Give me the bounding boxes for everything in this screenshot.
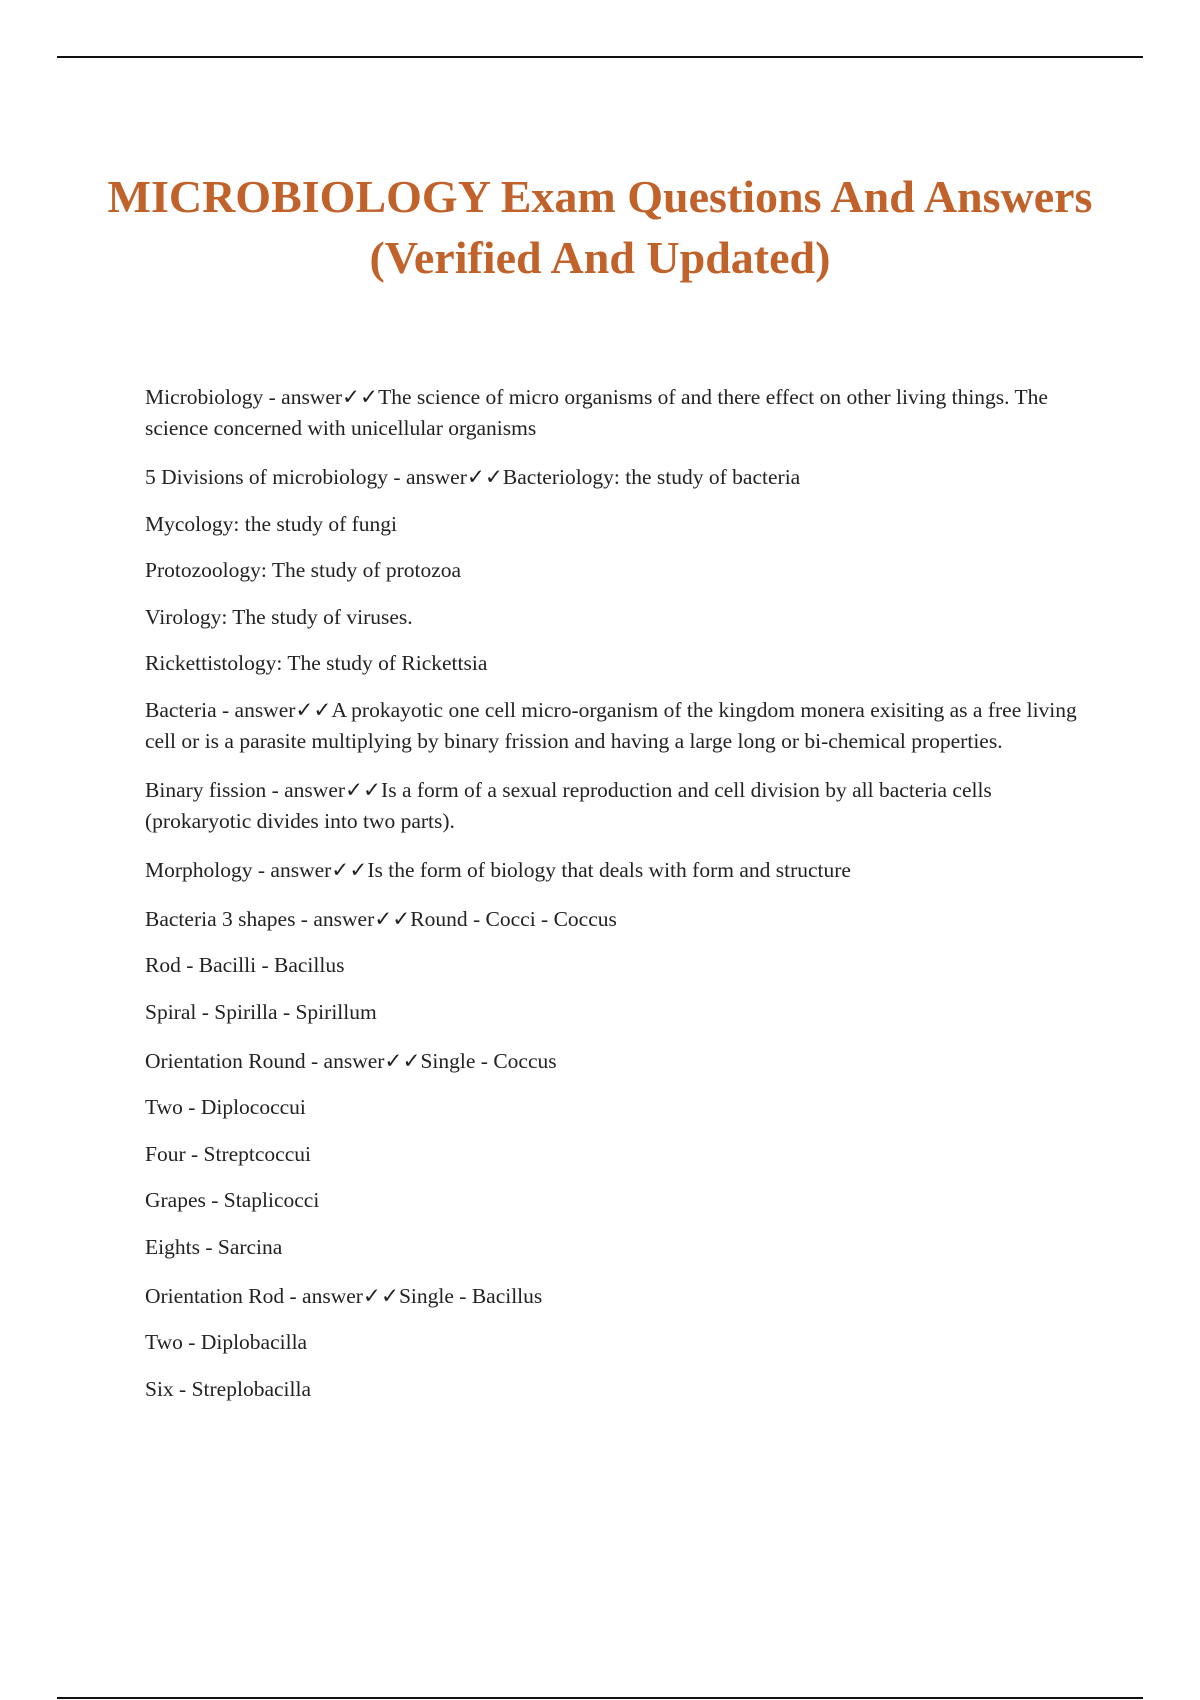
qa-entry-bacteria: Bacteria - answer✓✓A prokayotic one cell micro-organism of the kingdom monera exisiting as a free living cell or is a parasite multiplying by binary frission and having a large long or bi-chemical properties. bbox=[145, 697, 1077, 753]
qa-content bbox=[145, 382, 1100, 1420]
list-item-six-rod: Six - Streplobacilla bbox=[145, 1376, 311, 1401]
list-item-rod: Rod - Bacilli - Bacillus bbox=[145, 953, 345, 977]
qa-entry-morphology: Morphology - answer✓✓Is the form of biology that deals with form and structure bbox=[145, 857, 851, 882]
qa-entry-binary-fission: Binary fission - answer✓✓Is a form of a sexual reproduction and cell division by all bacteria cells (prokaryotic divides into two parts). bbox=[145, 777, 992, 833]
list-item-four-round: Four - Streptcoccui bbox=[145, 1141, 311, 1166]
list-item-rickettistology: Rickettistology: The study of Rickettsia bbox=[145, 651, 488, 675]
document-title: MICROBIOLOGY Exam Questions And Answers (Verified And Updated) bbox=[107, 171, 1093, 283]
qa-entry-divisions: 5 Divisions of microbiology - answer✓✓Bacteriology: the study of bacteria bbox=[145, 465, 801, 489]
qa-entry-orientation-round: Orientation Round - answer✓✓Single - Coccus bbox=[145, 1048, 557, 1073]
qa-entry-bacteria-shapes: Bacteria 3 shapes - answer✓✓Round - Cocci - Coccus bbox=[145, 906, 617, 931]
list-item-eights-round: Eights - Sarcina bbox=[145, 1234, 283, 1259]
list-item-two-round: Two - Diplococcui bbox=[145, 1095, 306, 1119]
bottom-divider bbox=[57, 1697, 1143, 1699]
qa-entry-orientation-rod: Orientation Rod - answer✓✓Single - Bacillus bbox=[145, 1283, 543, 1308]
qa-entry-microbiology: Microbiology - answer✓✓The science of micro organisms of and there effect on other living things. The science concerned with unicellular organisms bbox=[145, 385, 1048, 440]
list-item-protozoology: Protozoology: The study of protozoa bbox=[145, 558, 462, 582]
list-item-spiral: Spiral - Spirilla - Spirillum bbox=[145, 999, 377, 1024]
list-item-grapes-round: Grapes - Staplicocci bbox=[145, 1188, 320, 1212]
list-item-two-rod: Two - Diplobacilla bbox=[145, 1330, 308, 1354]
list-item-mycology: Mycology: the study of fungi bbox=[145, 511, 398, 536]
top-divider bbox=[57, 56, 1143, 58]
list-item-virology: Virology: The study of viruses. bbox=[145, 604, 413, 629]
